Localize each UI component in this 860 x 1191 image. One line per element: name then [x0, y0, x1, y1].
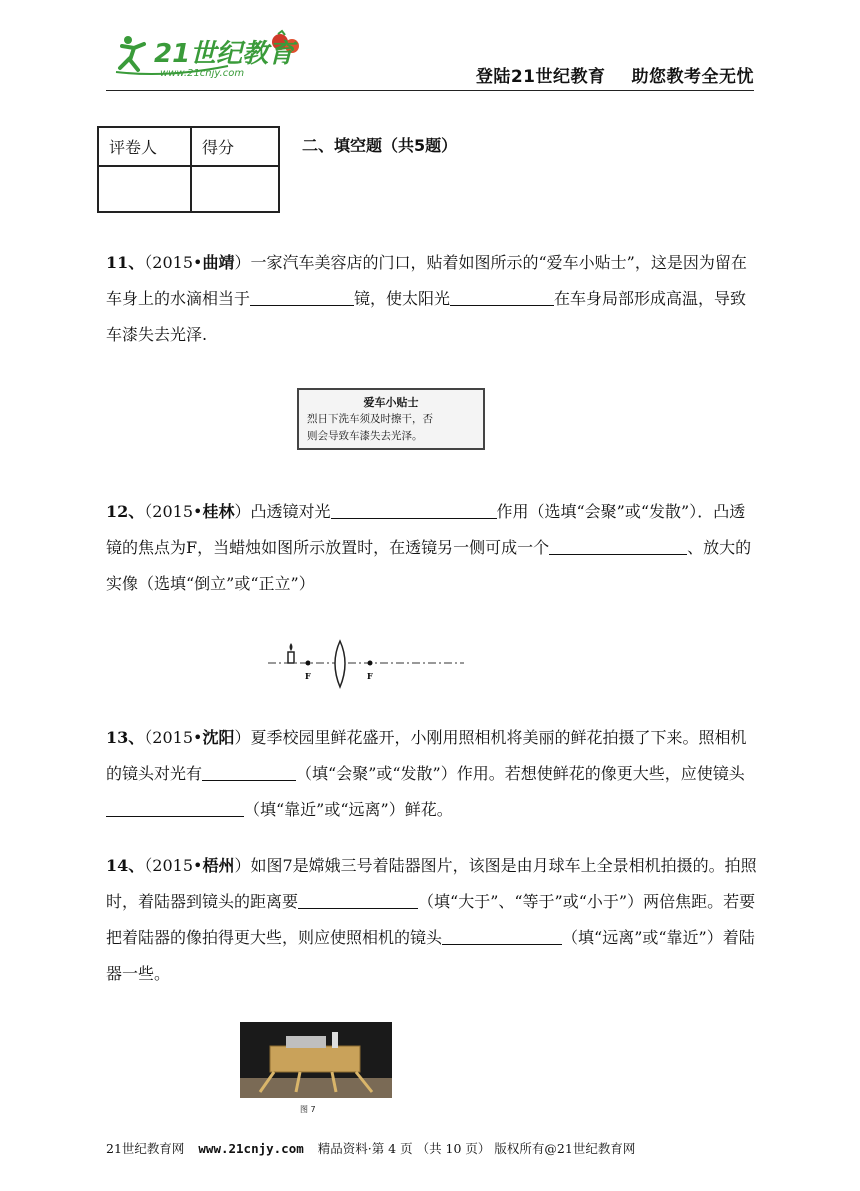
- footer-left: 21世纪教育网: [106, 1141, 185, 1156]
- answer-blank[interactable]: [442, 926, 562, 945]
- focus-point: [306, 661, 311, 666]
- answer-blank[interactable]: [106, 798, 244, 817]
- focus-point: [368, 661, 373, 666]
- question-text: 镜，使太阳光: [354, 289, 451, 308]
- score-col-score: 得分: [191, 127, 279, 166]
- lander-caption: 图 7: [300, 1105, 316, 1114]
- header-divider: [106, 90, 754, 91]
- car-tip-figure: [297, 388, 485, 450]
- question-text: 作用（选填“会聚”或“发散”）．凸透镜的焦点为F，当蜡烛如图所示放置时，在透镜另一侧可成一个: [106, 502, 746, 557]
- logo-graphic: [108, 28, 308, 80]
- question-text: 如图7是嫦娥三号着陆器图片，该图是由月球车上全景相机拍摄的。拍照时，着陆器到镜头的距离要: [106, 856, 757, 911]
- question-source: （2015•沈阳）: [144, 728, 251, 747]
- slogan-left: 登陆21世纪教育: [475, 67, 606, 87]
- question-13: [106, 720, 761, 828]
- score-col-grader: 评卷人: [98, 127, 191, 166]
- logo-url: www.21cnjy.com: [160, 68, 245, 79]
- footer-page-info: 精品资料·第 4 页 （共 10 页）: [317, 1141, 491, 1156]
- footer-copyright: 版权所有@21世纪教育网: [494, 1141, 636, 1156]
- section-title: 二、填空题（共5题）: [302, 136, 458, 155]
- answer-blank[interactable]: [450, 287, 554, 306]
- question-source: （2015•梧州）: [144, 856, 251, 875]
- question-text: 凸透镜对光: [250, 502, 331, 521]
- answer-blank[interactable]: [202, 762, 296, 781]
- score-table: [97, 126, 280, 213]
- slogan-right: 助您教考全无忧: [631, 67, 754, 87]
- tip-line: 则会导致车漆失去光泽。: [307, 430, 423, 442]
- lander-figure: [240, 1022, 392, 1118]
- convex-lens-icon: [335, 641, 345, 687]
- question-text: （填“靠近”或“远离”）鲜花。: [244, 800, 453, 819]
- question-number: 13、: [106, 728, 145, 747]
- score-cell[interactable]: [191, 166, 279, 212]
- flame-icon: [290, 643, 293, 651]
- question-text: （填“大于”、“等于”或“小于”）两倍焦距。若要把着陆器的像拍得更大些，则应使照相机的镜头: [106, 892, 756, 947]
- question-text: 夏季校园里鲜花盛开，小刚用照相机将美丽的鲜花拍摄了下来。照相机的镜头对光有: [106, 728, 747, 783]
- question-text: 、放大的实像（选填“倒立”或“正立”）: [106, 538, 752, 593]
- lander-photo: [240, 1022, 392, 1118]
- lander-body: [270, 1046, 360, 1072]
- site-logo: [108, 28, 308, 80]
- question-text: （填“会聚”或“发散”）作用。若想使鲜花的像更大些，应使镜头: [296, 764, 745, 783]
- header-slogan: [476, 62, 754, 87]
- question-number: 14、: [106, 856, 145, 875]
- lens-diagram: [266, 637, 466, 693]
- logo-text: 21世纪教育: [154, 39, 295, 69]
- lens-figure: [266, 637, 466, 693]
- tip-title: 爱车小贴士: [363, 396, 419, 409]
- question-text: （填“远离”或“靠近”）着陆器一些。: [106, 928, 755, 983]
- candle-icon: [288, 652, 294, 663]
- question-11: [106, 245, 761, 353]
- answer-blank[interactable]: [549, 536, 687, 555]
- focus-label: F: [305, 671, 311, 681]
- question-number: 12、: [106, 502, 145, 521]
- focus-label: F: [367, 671, 373, 681]
- tip-line: 烈日下洗车须及时擦干，否: [307, 413, 433, 425]
- answer-blank[interactable]: [298, 890, 418, 909]
- grader-cell[interactable]: [98, 166, 191, 212]
- question-14: [106, 848, 761, 992]
- question-source: （2015•桂林）: [144, 502, 251, 521]
- question-source: （2015•曲靖）: [144, 253, 251, 272]
- question-text: 一家汽车美容店的门口，贴着如图所示的“爱车小贴士”，这是因为留在车身上的水滴相当于: [106, 253, 747, 308]
- page-footer: [106, 1139, 766, 1157]
- answer-blank[interactable]: [331, 500, 497, 519]
- question-number: 11、: [106, 253, 145, 272]
- question-text: 在车身局部形成高温，导致车漆失去光泽.: [106, 289, 747, 344]
- question-12: [106, 494, 761, 602]
- footer-site-link[interactable]: www.21cnjy.com: [198, 1141, 304, 1156]
- answer-blank[interactable]: [250, 287, 354, 306]
